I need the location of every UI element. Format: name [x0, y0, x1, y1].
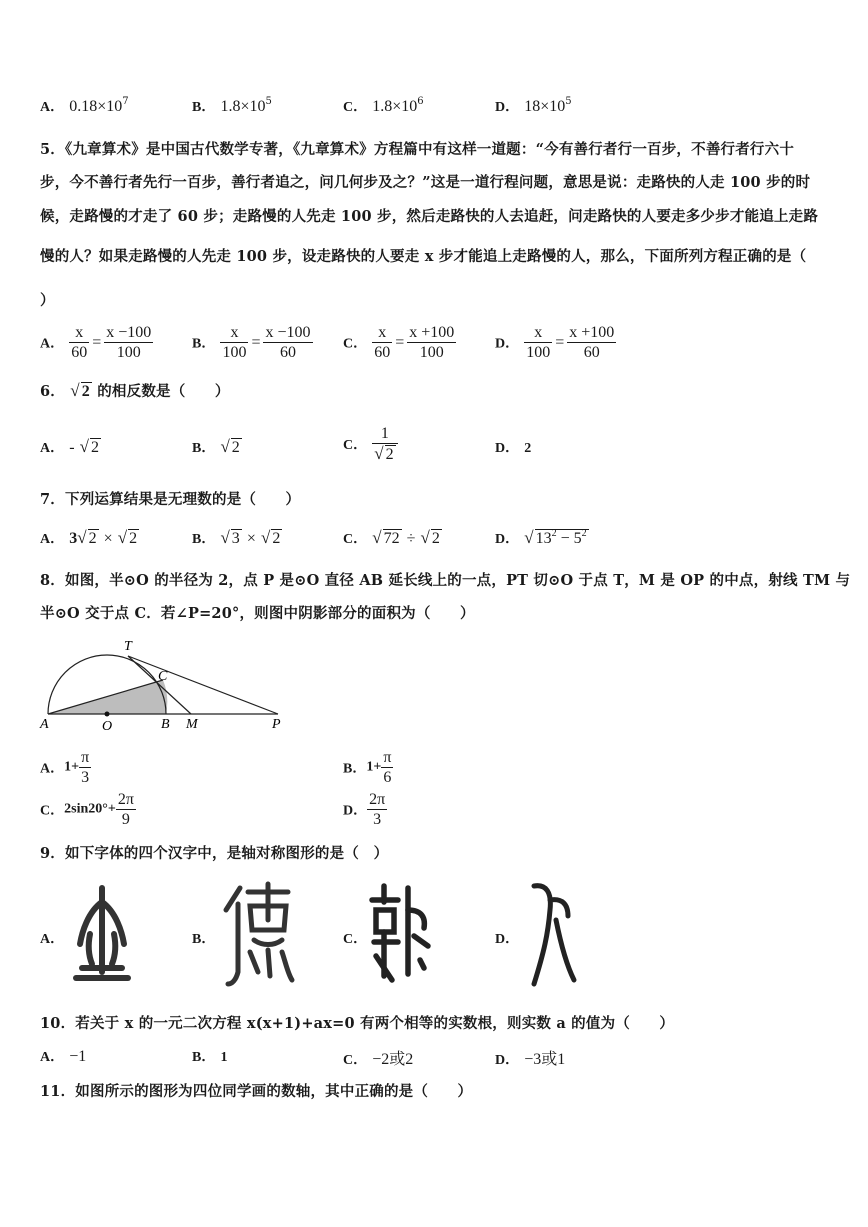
q4-a-exp: 7	[122, 96, 129, 107]
q4-d-exp: 5	[565, 96, 572, 107]
q8-a-fraction: $\frac{\pi}{3}$	[81, 749, 90, 786]
q5-option-a: A． $\frac{x}{60}$ = $\frac{x -100}{100}$	[40, 324, 152, 361]
label-b: B	[161, 717, 170, 732]
q9-option-c-label: C．	[343, 932, 368, 947]
q4-c-exp: 6	[417, 96, 424, 107]
q9-stem: 9．如下字体的四个汉字中，是轴对称图形的是（ ）	[40, 845, 389, 862]
q6-option-b: B． √ 2	[192, 437, 240, 456]
q5-d-left-fraction: $\frac{x}{100}$	[526, 324, 551, 361]
q4-d-mantissa: 18×10	[524, 98, 566, 115]
q5-a-right-fraction: $\frac{x -100}{100}$	[106, 324, 152, 361]
q9-glyph-b-image	[218, 880, 296, 990]
q8-option-a: A．1+ $\frac{\pi}{3}$	[40, 749, 90, 786]
q4-b-exp: 5	[265, 96, 272, 107]
q8-c-fraction: $\frac{2\pi}{9}$	[117, 791, 134, 828]
q10-option-c: C． −2或2	[343, 1051, 414, 1068]
q8-figure	[38, 636, 298, 732]
q5-c-right-fraction: $\frac{x +100}{100}$	[409, 324, 455, 361]
center-o	[105, 712, 110, 717]
q9-glyph-a-image	[68, 882, 136, 988]
q6-c-fraction: $\frac{1}{√ 2}$	[372, 424, 397, 464]
q4-option-b: B． $1.8\times 10^5$	[192, 96, 272, 115]
q7-stem: 7．下列运算结果是无理数的是（ ）	[40, 491, 301, 508]
q4-b-mantissa: 1.8×10	[220, 98, 266, 115]
q8-option-c: C．2sin20°+ $\frac{2\pi}{9}$	[40, 791, 134, 828]
label-c: C	[158, 669, 168, 684]
q6-sqrt2: √ 2	[70, 381, 90, 400]
q5-line-1: 5．《九章算术》是中国古代数学专著，《九章算术》方程篇中有这样一道题：“今有善行者行一百步，不善行者行六十	[40, 141, 795, 158]
q5-a-left-fraction: $\frac{x}{60}$	[71, 324, 88, 361]
q5-option-c: C． $\frac{x}{60}$ = $\frac{x +100}{100}$	[343, 324, 455, 361]
q5-b-left-fraction: $\frac{x}{100}$	[222, 324, 247, 361]
q6-option-d: D． 2	[495, 441, 532, 456]
q5-c-left-fraction: $\frac{x}{60}$	[374, 324, 391, 361]
q9-option-a-label: A．	[40, 932, 65, 947]
q4-option-c: C． $1.8\times 10^6$	[343, 96, 424, 115]
q4-option-a: A． $0.18\times 10^7$	[40, 96, 129, 115]
q4-a-mantissa: 0.18×10	[69, 98, 123, 115]
label-o: O	[102, 719, 113, 732]
q7-option-a: A． 3√ 2 × √ 2	[40, 528, 138, 547]
q10-stem: 10．若关于 x 的一元二次方程 x(x+1)+ax=0 有两个相等的实数根，则实数 a 的值为（ ）	[40, 1015, 675, 1032]
label-t: T	[124, 639, 132, 654]
q8-option-b: B．1+ $\frac{\pi}{6}$	[343, 749, 392, 786]
q5-line-2: 步，今不善行者先行一百步，善行者追之，问几何步及之？”这是一道行程问题，意思是说：走路快的人走 100 步的时	[40, 174, 811, 191]
q9-glyph-c-image	[368, 880, 434, 988]
q9-glyph-d-image	[524, 880, 580, 990]
q5-b-right-fraction: $\frac{x -100}{60}$	[265, 324, 311, 361]
q6-option-c: C． $\frac{1}{√ 2}$	[343, 424, 398, 464]
label-p: P	[272, 717, 281, 732]
q5-option-d: D． $\frac{x}{100}$ = $\frac{x +100}{60}$	[495, 324, 615, 361]
q6-stem: 6． √ 2 的相反数是（ ）	[40, 381, 230, 400]
q8-line-2: 半⊙O 交于点 C．若∠P=20°，则图中阴影部分的面积为（ ）	[40, 605, 475, 622]
label-m: M	[186, 717, 198, 732]
q6-a-sqrt: √ 2	[79, 437, 99, 456]
q4-c-mantissa: 1.8×10	[372, 98, 418, 115]
q8-line-1: 8．如图，半⊙O 的半径为 2，点 P 是⊙O 直径 AB 延长线上的一点，PT 切⊙O 于点 T，M 是 OP 的中点，射线 TM 与	[40, 572, 851, 589]
q9-option-b-label: B．	[192, 932, 216, 947]
q10-option-d: D． −3或1	[495, 1051, 566, 1068]
q6-option-a: A． - √ 2	[40, 437, 99, 456]
q8-d-fraction: $\frac{2\pi}{3}$	[369, 791, 386, 828]
q7-option-c: C． √ 72 ÷ √ 2	[343, 528, 440, 547]
q5-line-3: 候，走路慢的才走了 60 步；走路慢的人先走 100 步，然后走路快的人去追赶，问走路快的人要走多少步才能追上走路	[40, 208, 819, 225]
q4-option-d: D． $18\times 10^5$	[495, 96, 572, 115]
q6-b-sqrt: √ 2	[220, 437, 240, 456]
q10-option-a: A． −1	[40, 1048, 87, 1065]
q7-option-d: D． √ $13^2 - 5^2$	[495, 528, 587, 547]
q9-option-d-label: D．	[495, 932, 520, 947]
q5-line-5: ）	[40, 292, 55, 309]
q5-d-right-fraction: $\frac{x +100}{60}$	[569, 324, 615, 361]
q7-option-b: B． √ 3 × √ 2	[192, 528, 281, 547]
q11-stem: 11．如图所示的图形为四位同学画的数轴，其中正确的是（ ）	[40, 1083, 473, 1100]
q5-option-b: B． $\frac{x}{100}$ = $\frac{x -100}{60}$	[192, 324, 311, 361]
q8-b-fraction: $\frac{\pi}{6}$	[383, 749, 392, 786]
q10-option-b: B． 1	[192, 1050, 228, 1065]
q8-option-d: D． $\frac{2\pi}{3}$	[343, 791, 386, 828]
q5-line-4: 慢的人？如果走路慢的人先走 100 步，设走路快的人要走 x 步才能追上走路慢的人，那么，下面所列方程正确的是（	[40, 248, 807, 265]
label-a: A	[40, 717, 49, 732]
